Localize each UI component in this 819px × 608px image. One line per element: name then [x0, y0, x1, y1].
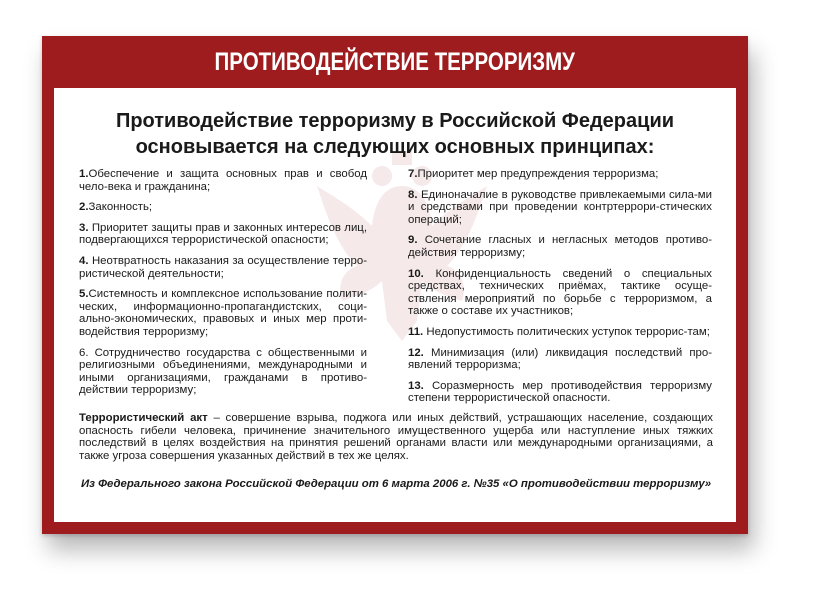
principle-item [79, 168, 367, 193]
principle-item [408, 380, 712, 405]
heading-line-1: Противодействие терроризму в Российской Федерации [115, 110, 675, 132]
principle-text: Неотвратность наказания за осуществление терро-ристической деятельности; [79, 254, 367, 280]
principle-number: 6. [79, 346, 89, 359]
principle-text: Минимизация (или) ликвидация последствий про-явлений терроризма; [408, 346, 712, 372]
principle-item [79, 222, 367, 247]
principle-item [79, 255, 367, 280]
principles-right-column [408, 168, 712, 413]
principle-text: Соразмерность мер противодействия терроризму степени террористической опасности. [408, 379, 713, 405]
principle-number: 8. [408, 188, 418, 201]
principle-number: 1. [79, 168, 89, 180]
principle-number: 5. [79, 288, 89, 301]
principle-number: 10. [408, 267, 424, 280]
principle-number: 11. [408, 325, 424, 338]
poster [42, 36, 748, 534]
principle-number: 4. [79, 254, 89, 267]
header-banner [42, 36, 748, 88]
definition-text: – совершение взрыва, поджога или иных действий, устрашающих население, создающих опасность гибели человека, причинение значительного имущественного ущерба или наступление иных тяжких последствий в целях воздействия на принятия решений органами власти или международными организациями, а также угроза совершения указанных действий в тех же целях. [79, 412, 713, 462]
principle-item [408, 326, 712, 339]
principle-number: 3. [79, 221, 89, 234]
principle-text: Сочетание гласных и негласных методов противо-действия терроризму; [408, 234, 712, 259]
principle-item [408, 168, 712, 181]
principle-item [408, 347, 712, 372]
principle-item [408, 234, 712, 259]
principle-text: Обеспечение и защита основных прав и свобод чело-века и гражданина; [79, 168, 367, 193]
principles-left-column [79, 168, 367, 405]
principle-text: Законность; [88, 201, 153, 214]
principle-text: Единоначалие в руководстве привлекаемыми сила-ми и средствами при проведении контртеррори-стических операций; [408, 188, 712, 226]
principle-number: 7. [408, 168, 418, 180]
definition-term: Террористический акт [79, 412, 208, 424]
principle-number: 2. [79, 201, 89, 214]
principle-text: Конфиденциальность сведений о специальных средствах, технических приёмах, тактике осуще-ствления мероприятий по борьбе с терроризмом, а также о составе их участников; [408, 267, 712, 318]
source-citation: Из Федерального закона Российской Федерации от 6 марта 2006 г. №35 «О противодействии терроризму» [80, 478, 712, 490]
principle-number: 12. [408, 346, 424, 359]
principle-item [79, 201, 367, 214]
principle-text: Недопустимость политических уступок террорис-там; [426, 325, 710, 338]
principle-item [79, 288, 367, 338]
principle-number: 9. [408, 234, 418, 247]
principle-text: Приоритет мер предупреждения терроризма; [417, 168, 659, 180]
principle-item [408, 189, 712, 227]
principle-text: Приоритет защиты прав и законных интересов лиц, подвергающихся террористической опасности; [79, 221, 367, 247]
terrorist-act-definition [79, 412, 713, 462]
main-heading [54, 108, 736, 160]
principle-text: Сотрудничество государства с общественными и религиозными объединениями, международными и иными организациями, гражданами в противо-действии терроризму; [79, 346, 367, 397]
heading-line-2: основывается на следующих основных принципах: [135, 136, 655, 158]
principle-number: 13. [408, 379, 424, 392]
principle-item [79, 347, 367, 397]
banner-title: ПРОТИВОДЕЙСТВИЕ ТЕРРОРИЗМУ [214, 47, 576, 76]
principle-item [408, 268, 712, 318]
principle-text: Системность и комплексное использование полити-ческих, информационно-пропагандистских, соци-ально-экономических, правовых и иных мер проти-водействия терроризму; [79, 288, 367, 338]
